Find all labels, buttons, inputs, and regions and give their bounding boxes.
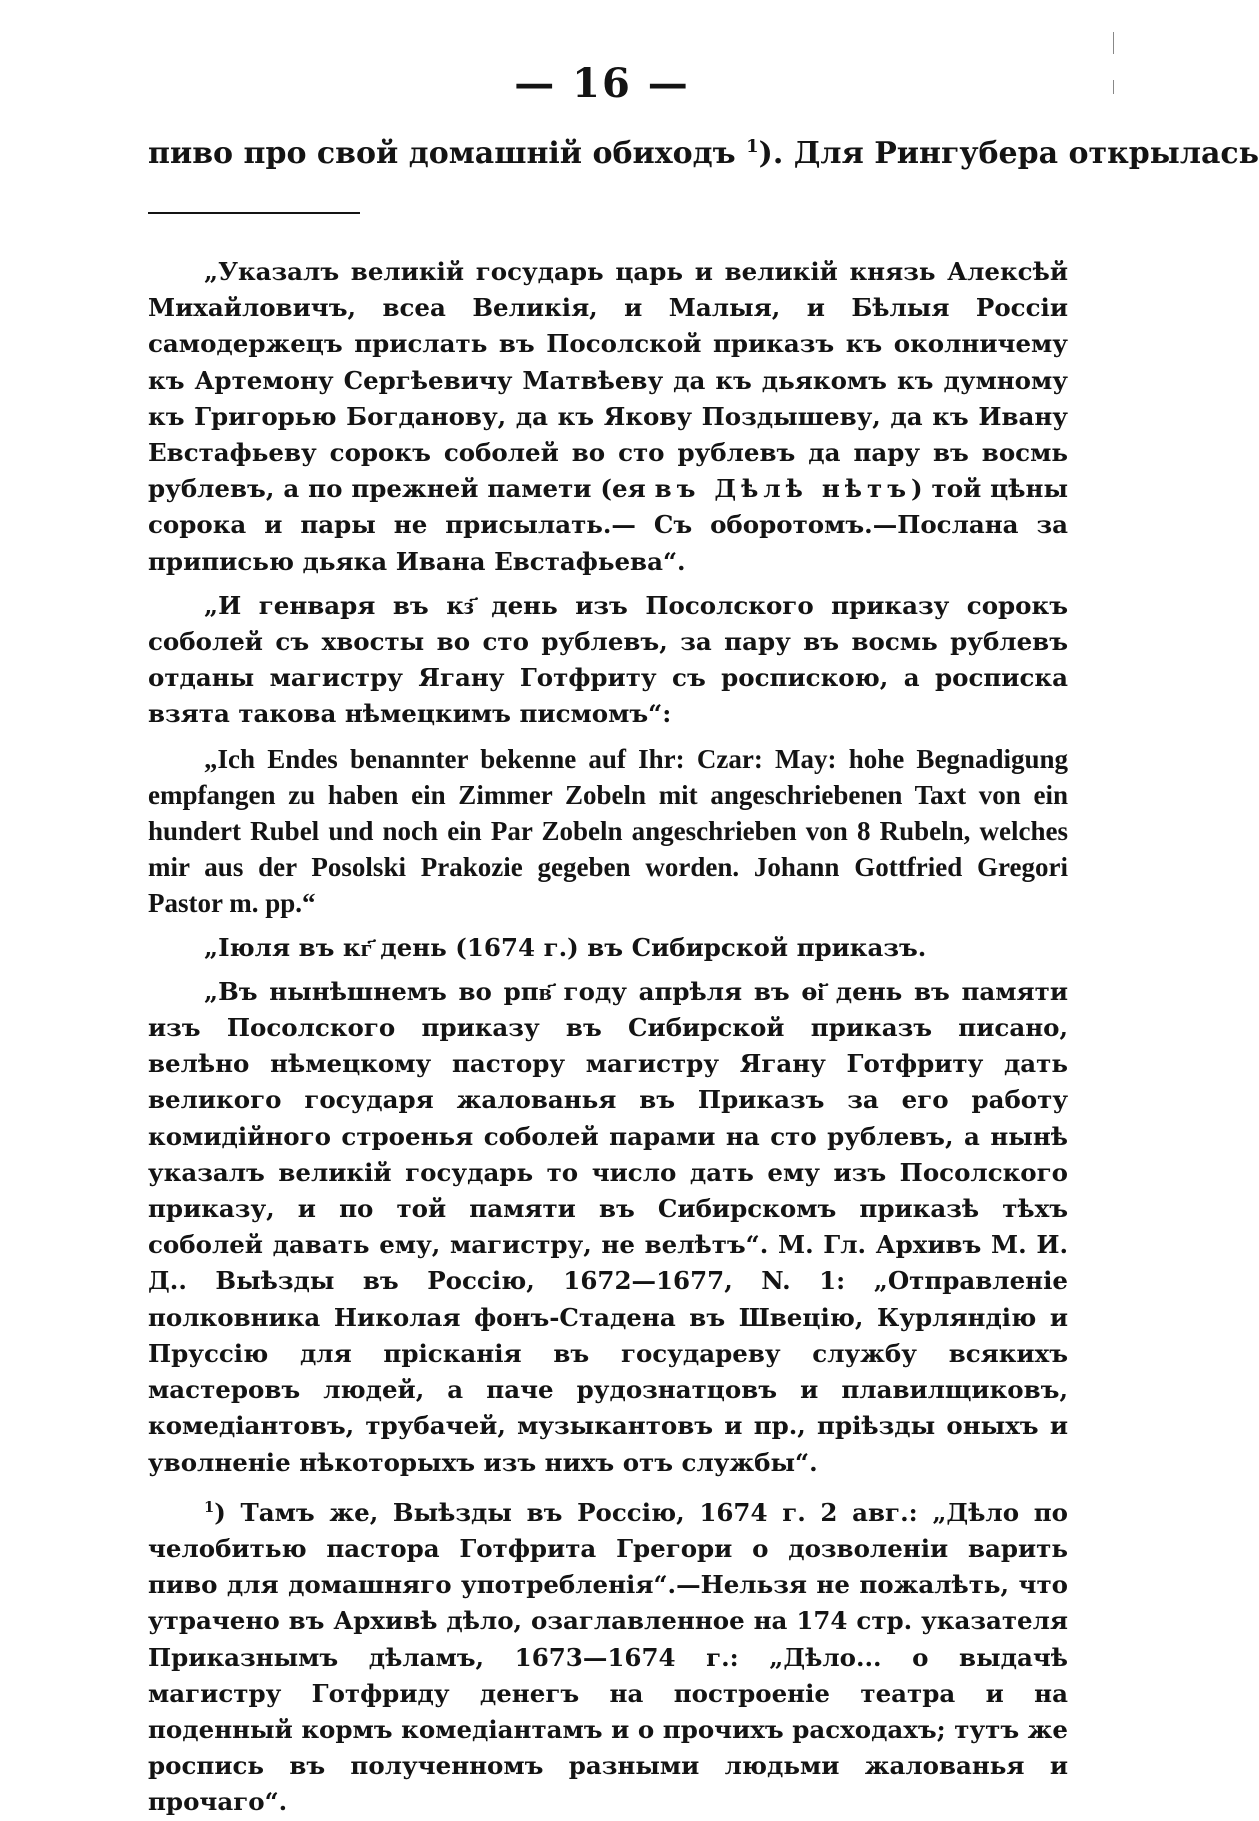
german-receipt-paragraph: „Ich Endes benannter bekenne auf Ihr: Czar: May: hohe Begnadigung empfangen zu haben ein Zimmer Zobeln mit angeschriebenen Taxt von ein hundert Rubel und noch ein Par Zobeln angeschrieben von 8 Rubeln, welches mir aus der Posolski Prakozie gegeben worden. Johann Gottfried Gregori Pastor m. pp.“ <box>148 743 1068 919</box>
footnote-separator <box>148 212 360 214</box>
footnote-open-paren: (ея <box>600 474 646 504</box>
footnote-marker: 1 <box>746 136 759 157</box>
footnote-text: „Указалъ великій государь царь и великій князь Алексѣй Михайловичъ, всеа Великія, и Малыя, и Бѣлыя Россіи самодержецъ прислать въ Посолской приказъ къ околничему къ Артемону Сергѣевичу Матвѣеву да къ дьякомъ къ думному къ Григорью Богданову, да къ Якову Поздышеву, да къ Ивану Евстафьеву сорокъ соболей во сто рублевъ да пару въ восмь рублевъ, а по прежней памети <box>148 257 1068 504</box>
main-text-line <box>148 132 1259 176</box>
footnote-paragraph: „Въ нынѣшнемъ во рпв҃ году апрѣля въ ѳі҃ день въ памяти изъ Посолского приказу въ Сибирской приказъ писано, велѣно нѣмецкому пастору магистру Ягану Готфриту дать великого государя жалованья въ Приказъ за его работу комидійного строенья соболей парами на сто рублевъ, а нынѣ указалъ великій государь то число дать ему изъ Посолского приказу, и по той памяти въ Сибирскомъ приказѣ тѣхъ соболей давать ему, магистру, не велѣтъ“. М. Гл. Архивъ М. И. Д.. Выѣзды въ Россію, 1672—1677, N. 1: „Отправленіе полковника Николая фонъ-Стадена въ Швецію, Курляндію и Пруссію для прісканія въ государеву службу всякихъ мастеровъ людей, а паче рудознатцовъ и плавилщиковъ, комедіантовъ, трубачей, музыкантовъ и пр., прiѣзды оныхъ и уволненіе нѣкоторыхъ изъ нихъ отъ службы“. <box>148 976 1068 1477</box>
footnote-text-tail: ) той цѣны сорока и пары не присылать.— Съ оборотомъ.—Послана за приписью дьяка Ивана Евстафьева“. <box>148 474 1069 576</box>
spaced-emphasis: въ Дѣлѣ нѣтъ <box>654 474 911 504</box>
book-page <box>148 56 1259 1817</box>
footnote-1 <box>148 1495 1068 1821</box>
footnote-marker: 1 <box>204 1498 215 1516</box>
scan-edge-mark <box>1113 80 1114 94</box>
footnote-paragraph <box>148 254 1068 580</box>
footnote-paragraph: „И генваря въ кз҃ день изъ Посолского приказу сорокъ соболей съ хвосты во сто рублевъ, за пару въ восмь рублевъ отданы магистру Ягану Готфриту съ роспискою, а росписка взята такова нѣмецкимъ писмомъ“: <box>148 590 1068 729</box>
scan-edge-mark <box>1113 32 1114 54</box>
main-text-continuation: ). Для Рингубера открылась <box>758 136 1259 171</box>
footnote-1-text: ) Тамъ же, Выѣзды въ Россію, 1674 г. 2 авг.: „Дѣло по челобитью пастора Готфрита Грегори о дозволеніи варить пиво для домашняго употребленія“.—Нельзя не пожалѣть, что утрачено въ Архивѣ дѣло, озаглавленное на 174 стр. указателя Приказнымъ дѣламъ, 1673—1674 г.: „Дѣло... о выдачѣ магистру Готфриду денегъ на построеніе театра и на поденный кормъ комедіантамъ и о прочихъ расходахъ; тутъ же роспись въ полученномъ разными людьми жалованья и прочаго“. <box>148 1497 1068 1817</box>
main-text: пиво про свой домашній обиходъ <box>148 136 736 171</box>
page-number: — 16 — <box>514 60 690 107</box>
footnote-paragraph: „Іюля въ кг҃ день (1674 г.) въ Сибирской приказъ. <box>204 932 927 962</box>
